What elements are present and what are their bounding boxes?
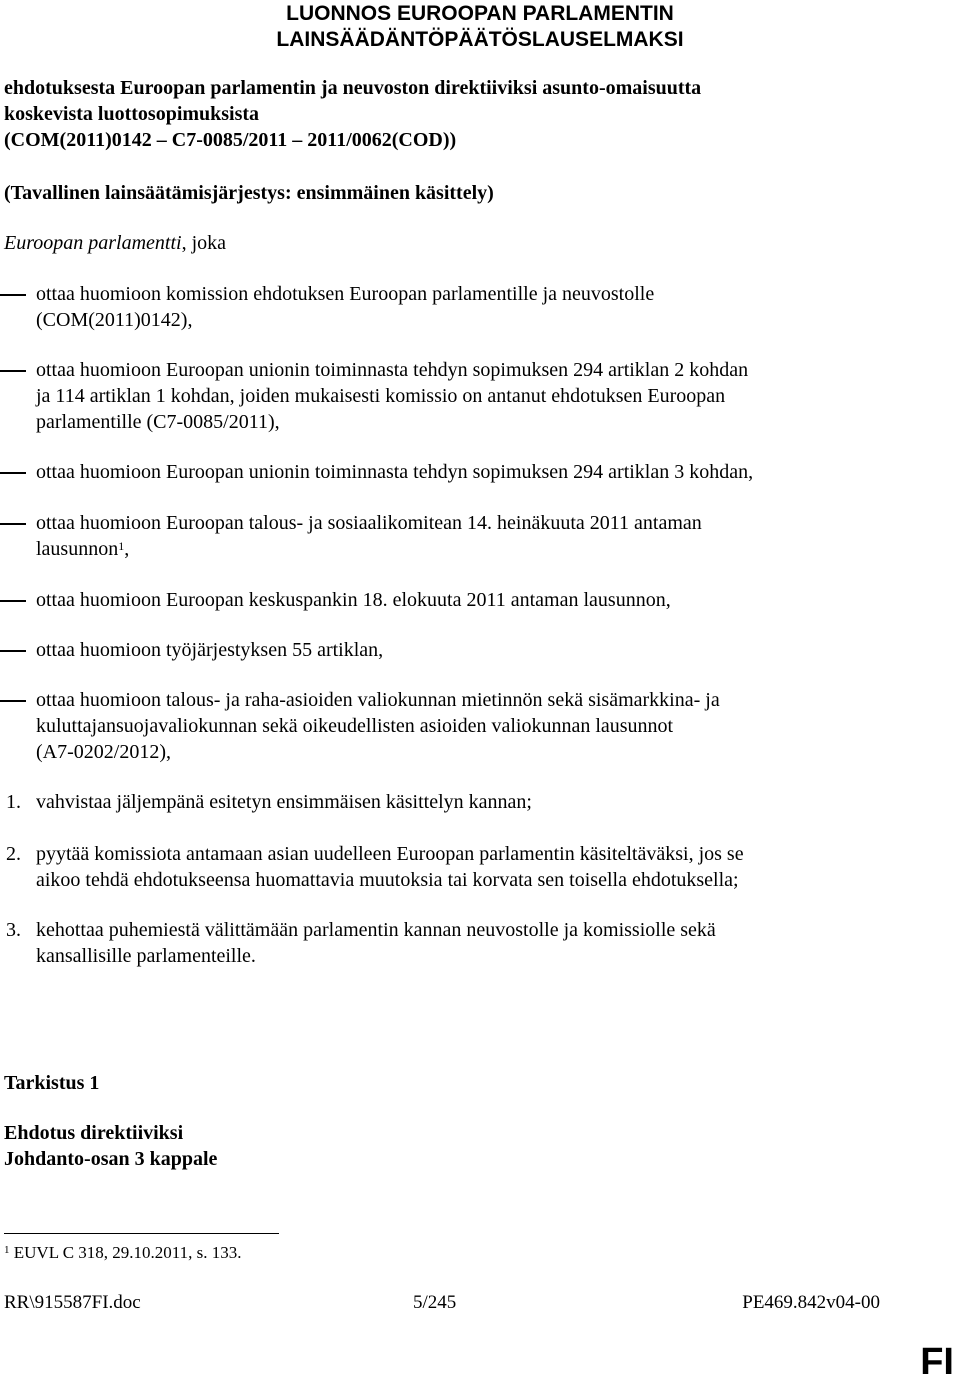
footnote-text: EUVL C 318, 29.10.2011, s. 133.: [13, 1243, 242, 1262]
footnote-reference[interactable]: 1: [118, 539, 125, 553]
paragraph-number: 1.: [6, 791, 21, 813]
intro-rest: , joka: [181, 232, 227, 254]
amendment-title: Tarkistus 1: [4, 1072, 100, 1094]
citation-2-line-2: ja 114 artiklan 1 kohdan, joiden mukaisesti komissio on antanut ehdotuksen Euroopan: [36, 385, 726, 407]
citation-dash: [0, 600, 26, 602]
citation-3-line-1: ottaa huomioon Euroopan unionin toiminnasta tehdyn sopimuksen 294 artiklan 3 kohdan,: [36, 461, 754, 483]
subject-line-1: ehdotuksesta Euroopan parlamentin ja neuvoston direktiiviksi asunto-omaisuutta: [4, 77, 702, 99]
subject-line-3: (COM(2011)0142 – C7-0085/2011 – 2011/0062(COD)): [4, 129, 457, 151]
procedure-note: (Tavallinen lainsäätämisjärjestys: ensimmäinen käsittely): [4, 182, 494, 204]
paragraph-2-line-2: aikoo tehdä ehdotukseensa huomattavia muutoksia tai korvata sen toisella ehdotuksella;: [36, 869, 739, 891]
paragraph-3-line-1: kehottaa puhemiestä välittämään parlamentin kannan neuvostolle ja komissiolle sekä: [36, 919, 716, 941]
citation-4: [36, 510, 936, 562]
document-title-line-1: LUONNOS EUROOPAN PARLAMENTIN: [286, 2, 674, 25]
paragraph-1-line-1: vahvistaa jäljempänä esitetyn ensimmäisen käsittelyn kannan;: [36, 791, 532, 813]
citation-5-line-1: ottaa huomioon Euroopan keskuspankin 18. elokuuta 2011 antaman lausunnon,: [36, 589, 671, 611]
citation-dash: [0, 650, 26, 652]
citation-7: [36, 687, 936, 765]
paragraph-1: [36, 789, 936, 815]
citation-dash: [0, 472, 26, 474]
citation-7-line-1: ottaa huomioon talous- ja raha-asioiden valiokunnan mietinnön sekä sisämarkkina- ja: [36, 689, 720, 711]
footer-reference: PE469.842v04-00: [742, 1292, 880, 1313]
citation-1: [36, 281, 936, 333]
citation-dash: [0, 294, 26, 296]
citation-4-tail: ,: [124, 538, 130, 560]
footnote: [4, 1242, 242, 1264]
citation-4-line-2: [36, 536, 936, 562]
paragraph-3-line-2: kansallisille parlamenteille.: [36, 945, 256, 967]
citation-5: [36, 587, 936, 613]
citation-7-line-2: kuluttajansuojavaliokunnan sekä oikeudellisten asioiden valiokunnan lausunnot: [36, 715, 674, 737]
intro-line: [4, 230, 226, 256]
citation-3: [36, 459, 936, 485]
language-code: FI: [920, 1341, 954, 1383]
paragraph-2-line-1: pyytää komissiota antamaan asian uudelleen Euroopan parlamentin käsiteltäväksi, jos se: [36, 843, 744, 865]
footer-page-number: 5/245: [413, 1292, 457, 1313]
citation-dash: [0, 700, 26, 702]
citation-7-line-3: (A7-0202/2012),: [36, 741, 171, 763]
paragraph-2: [36, 841, 936, 893]
footnote-separator: [4, 1233, 279, 1234]
citation-2-line-1: ottaa huomioon Euroopan unionin toiminnasta tehdyn sopimuksen 294 artiklan 2 kohdan: [36, 359, 749, 381]
amendment-line-1: Ehdotus direktiiviksi: [4, 1122, 184, 1144]
paragraph-3: [36, 917, 936, 969]
footnote-number: 1: [4, 1244, 10, 1256]
citation-4-line-1: ottaa huomioon Euroopan talous- ja sosiaalikomitean 14. heinäkuuta 2011 antaman: [36, 512, 702, 534]
intro-italic: Euroopan parlamentti: [4, 232, 182, 254]
paragraph-number: 3.: [6, 919, 21, 941]
footer-doc-name: RR\915587FI.doc: [4, 1292, 141, 1313]
citation-2-line-3: parlamentille (C7-0085/2011),: [36, 411, 280, 433]
citation-1-line-2: (COM(2011)0142),: [36, 309, 193, 331]
citation-4-text: lausunnon: [36, 538, 119, 560]
citation-6-line-1: ottaa huomioon työjärjestyksen 55 artiklan,: [36, 639, 384, 661]
citation-6: [36, 637, 936, 663]
citation-dash: [0, 370, 26, 372]
subject-line-2: koskevista luottosopimuksista: [4, 103, 260, 125]
citation-1-line-1: ottaa huomioon komission ehdotuksen Euroopan parlamentille ja neuvostolle: [36, 283, 655, 305]
citation-2: [36, 357, 936, 435]
amendment-line-2: Johdanto-osan 3 kappale: [4, 1148, 218, 1170]
document-title-line-2: LAINSÄÄDÄNTÖPÄÄTÖSLAUSELMAKSI: [276, 28, 684, 51]
paragraph-number: 2.: [6, 843, 21, 865]
citation-dash: [0, 523, 26, 525]
